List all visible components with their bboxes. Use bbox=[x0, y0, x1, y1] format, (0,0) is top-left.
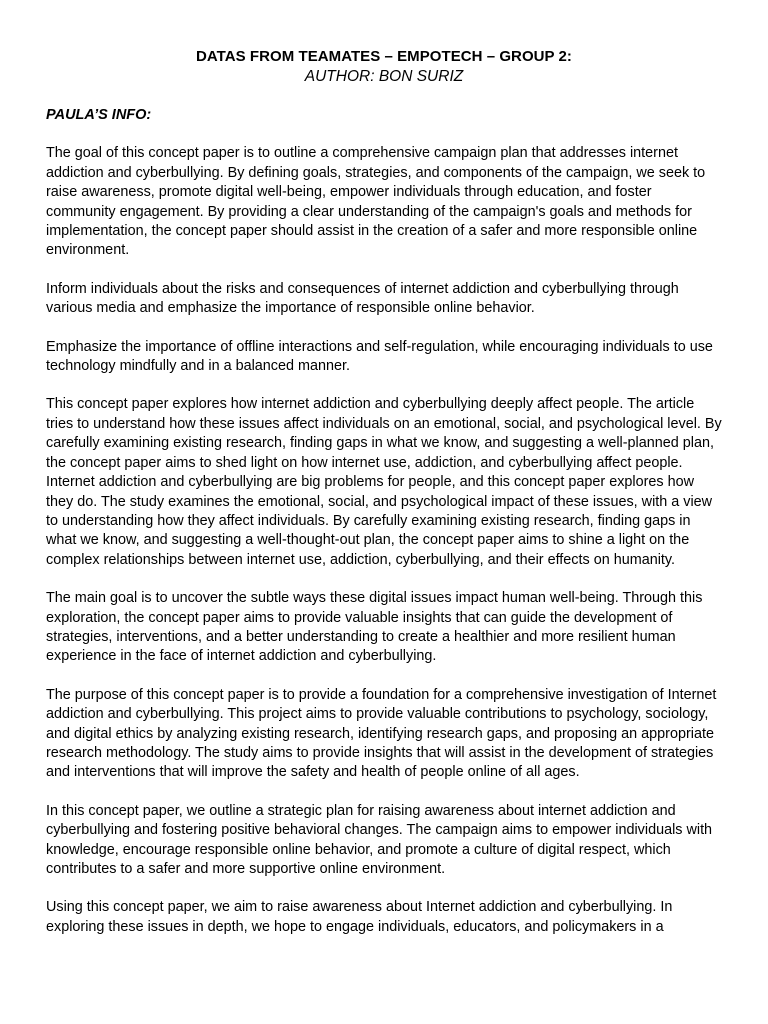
paragraph-explores: This concept paper explores how internet addiction and cyberbullying deeply affect people. The article tries to understand how these issues affect individuals on an emotional, social, and psychological level. By carefully examining existing research, finding gaps in what we know, and suggesting a well-planned plan, the concept paper aims to shed light on how internet use, addiction, and cyberbullying affect people. Internet addiction and cyberbullying are big problems for people, and this concept paper explores how they do. The study examines the emotional, social, and psychological impact of these issues, with a view to understanding how they affect individuals. By carefully examining existing research, finding gaps in what we know, and suggesting a well-thought-out plan, the concept paper aims to shine a light on the complex relationships between internet use, addiction, cyberbullying, and their effects on humanity. bbox=[46, 396, 722, 568]
paragraph-purpose: The purpose of this concept paper is to provide a foundation for a comprehensive investigation of Internet addiction and cyberbullying. This project aims to provide valuable contributions to psychology, sociology, and digital ethics by analyzing existing research, identifying research gaps, and proposing an appropriate research methodology. The study aims to provide insights that will assist in the development of strategies and interventions that will improve the safety and health of people online of all ages. bbox=[46, 686, 717, 781]
section-heading: PAULA’S INFO: bbox=[46, 107, 152, 123]
document-author: AUTHOR: BON SURIZ bbox=[304, 68, 464, 85]
paragraph-strategic-plan: In this concept paper, we outline a strategic plan for raising awareness about internet addiction and cyberbullying and fostering positive behavioral changes. The campaign aims to empower individuals with knowledge, encourage responsible online behavior, and promote a culture of digital respect, which contributes to a safer and more supportive online environment. bbox=[46, 802, 713, 877]
paragraph-main-goal: The main goal is to uncover the subtle ways these digital issues impact human well-being. Through this exploration, the concept paper aims to provide valuable insights that can guide the development of strategies, interventions, and a better understanding to create a healthier and more resilient human experience in the face of internet addiction and cyberbullying. bbox=[46, 590, 703, 665]
document-title: DATAS FROM TEAMATES – EMPOTECH – GROUP 2: bbox=[196, 48, 572, 65]
paragraph-goal: The goal of this concept paper is to outline a comprehensive campaign plan that addresses internet addiction and cyberbullying. By defining goals, strategies, and components of the campaign, we seek to raise awareness, promote digital well-being, empower individuals through education, and foster community engagement. By providing a clear understanding of the campaign's goals and methods for implementation, the concept paper should assist in the creation of a safer and more responsible online environment. bbox=[46, 145, 706, 259]
paragraph-awareness: Using this concept paper, we aim to raise awareness about Internet addiction and cyberbullying. In exploring these issues in depth, we hope to engage individuals, educators, and policymakers in a bbox=[46, 899, 673, 935]
paragraph-offline: Emphasize the importance of offline interactions and self-regulation, while encouraging individuals to use technology mindfully and in a balanced manner. bbox=[46, 338, 713, 375]
paragraph-inform: Inform individuals about the risks and consequences of internet addiction and cyberbullying through various media and emphasize the importance of responsible online behavior. bbox=[46, 280, 679, 317]
